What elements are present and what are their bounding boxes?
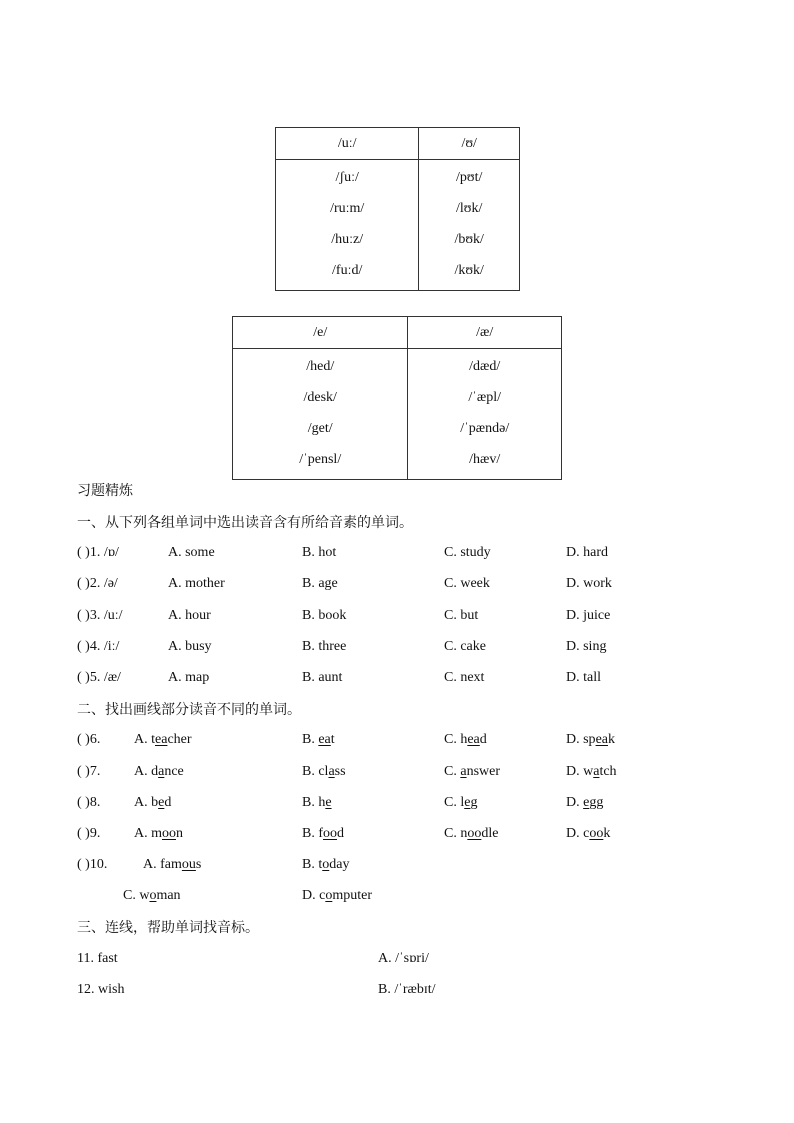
question-stem: ( )7.: [77, 764, 101, 779]
option-c: C. head: [444, 732, 487, 747]
phonetic-entry: /ˈpensl/: [299, 452, 342, 467]
option-c: C. next: [444, 670, 485, 685]
option-a: A. moon: [134, 826, 183, 841]
option-a: A. busy: [168, 639, 212, 654]
option-d: D. cook: [566, 826, 611, 841]
underlined-letters: o: [149, 888, 157, 903]
option-b: B. he: [302, 795, 332, 810]
part2-heading: 二、找出画线部分读音不同的单词。: [77, 702, 301, 718]
phonetic-entry: /hed/: [306, 359, 335, 374]
option-a: A. bed: [134, 795, 172, 810]
option-b: B. eat: [302, 732, 335, 747]
option-b: B. today: [302, 857, 350, 872]
question-stem: ( )2. /ə/: [77, 576, 118, 591]
option-d: D. speak: [566, 732, 615, 747]
phonetic-table-e: [232, 316, 562, 480]
underlined-letters: a: [158, 764, 165, 779]
underlined-letters: ea: [467, 732, 480, 747]
table-cell: [419, 160, 520, 291]
option-c: C. noodle: [444, 826, 499, 841]
table-cell: [233, 349, 408, 480]
question-stem: ( )1. /ɒ/: [77, 545, 119, 560]
table-header-cell: /uː/: [276, 128, 419, 160]
table-cell: [276, 160, 419, 291]
underlined-letters: o: [325, 888, 333, 903]
underlined-letters: e: [158, 795, 165, 810]
option-d: D. egg: [566, 795, 604, 810]
underlined-letters: a: [328, 764, 335, 779]
option-a: A. hour: [168, 608, 211, 623]
underlined-letters: oo: [589, 826, 604, 841]
question-stem: ( )6.: [77, 732, 101, 747]
phonetic-entry: /ˈpændə/: [460, 421, 510, 436]
option-a: A. some: [168, 545, 215, 560]
option-a: A. famous: [143, 857, 202, 872]
underlined-letters: ou: [181, 857, 196, 872]
question-stem: ( )4. /iː/: [77, 639, 120, 654]
phonetic-entry: /kʊk/: [454, 263, 484, 278]
table-header-cell: /æ/: [408, 317, 562, 349]
option-b: B. class: [302, 764, 346, 779]
underlined-letters: oo: [323, 826, 337, 841]
match-word: 11. fast: [77, 951, 118, 966]
phonetic-entry: /ruːm/: [330, 201, 365, 216]
match-word: 12. wish: [77, 982, 125, 997]
phonetic-entry: /fuːd/: [332, 263, 363, 278]
option-d: D. work: [566, 576, 612, 591]
question-stem: ( )5. /æ/: [77, 670, 121, 685]
underlined-letters: ea: [595, 732, 608, 747]
option-c: C. answer: [444, 764, 500, 779]
part3-heading: 三、连线，帮助单词找音标。: [77, 920, 259, 936]
option-d: D. juice: [566, 608, 611, 623]
phonetic-entry: /get/: [307, 421, 333, 436]
phonetic-entry: /lʊk/: [456, 201, 483, 216]
option-a: A. dance: [134, 764, 184, 779]
underlined-letters: ea: [318, 732, 331, 747]
match-phonetic: B. /ˈræbɪt/: [378, 982, 436, 997]
underlined-letters: ea: [155, 732, 168, 747]
option-c: C. woman: [123, 888, 181, 903]
phonetic-entry: /bʊk/: [454, 232, 484, 247]
section-title: 习题精炼: [77, 483, 133, 499]
option-b: B. three: [302, 639, 347, 654]
option-c: C. week: [444, 576, 490, 591]
option-c: C. cake: [444, 639, 486, 654]
phonetic-entry: /ʃuː/: [335, 170, 359, 185]
option-a: A. teacher: [134, 732, 192, 747]
underlined-letters: e: [583, 795, 590, 810]
phonetic-entry: /pʊt/: [456, 170, 483, 185]
underlined-letters: a: [593, 764, 600, 779]
underlined-letters: a: [460, 764, 467, 779]
option-b: B. aunt: [302, 670, 343, 685]
phonetic-entry: /desk/: [303, 390, 337, 405]
underlined-letters: e: [325, 795, 332, 810]
option-b: B. book: [302, 608, 347, 623]
option-c: C. study: [444, 545, 491, 560]
option-d: D. computer: [302, 888, 372, 903]
option-b: B. food: [302, 826, 344, 841]
phonetic-entry: /dæd/: [469, 359, 501, 374]
part1-heading: 一、从下列各组单词中选出读音含有所给音素的单词。: [77, 515, 413, 531]
phonetic-entry: /ˈæpl/: [468, 390, 502, 405]
option-a: A. map: [168, 670, 210, 685]
option-d: D. tall: [566, 670, 601, 685]
question-stem: ( )10.: [77, 857, 108, 872]
table-header-cell: /e/: [233, 317, 408, 349]
match-phonetic: A. /ˈsɒri/: [378, 951, 429, 966]
option-b: B. hot: [302, 545, 337, 560]
phonetic-table-u: [275, 127, 520, 291]
underlined-letters: oo: [467, 826, 482, 841]
option-d: D. hard: [566, 545, 608, 560]
option-c: C. but: [444, 608, 479, 623]
table-cell: [408, 349, 562, 480]
question-stem: ( )3. /uː/: [77, 608, 123, 623]
underlined-letters: oo: [162, 826, 176, 841]
phonetic-entry: /hæv/: [469, 452, 501, 467]
option-d: D. watch: [566, 764, 617, 779]
option-c: C. leg: [444, 795, 478, 810]
question-stem: ( )8.: [77, 795, 101, 810]
option-d: D. sing: [566, 639, 607, 654]
option-a: A. mother: [168, 576, 225, 591]
question-stem: ( )9.: [77, 826, 101, 841]
underlined-letters: e: [464, 795, 471, 810]
table-header-cell: /ʊ/: [419, 128, 520, 160]
phonetic-entry: /huːz/: [331, 232, 364, 247]
underlined-letters: o: [322, 857, 330, 872]
option-b: B. age: [302, 576, 338, 591]
